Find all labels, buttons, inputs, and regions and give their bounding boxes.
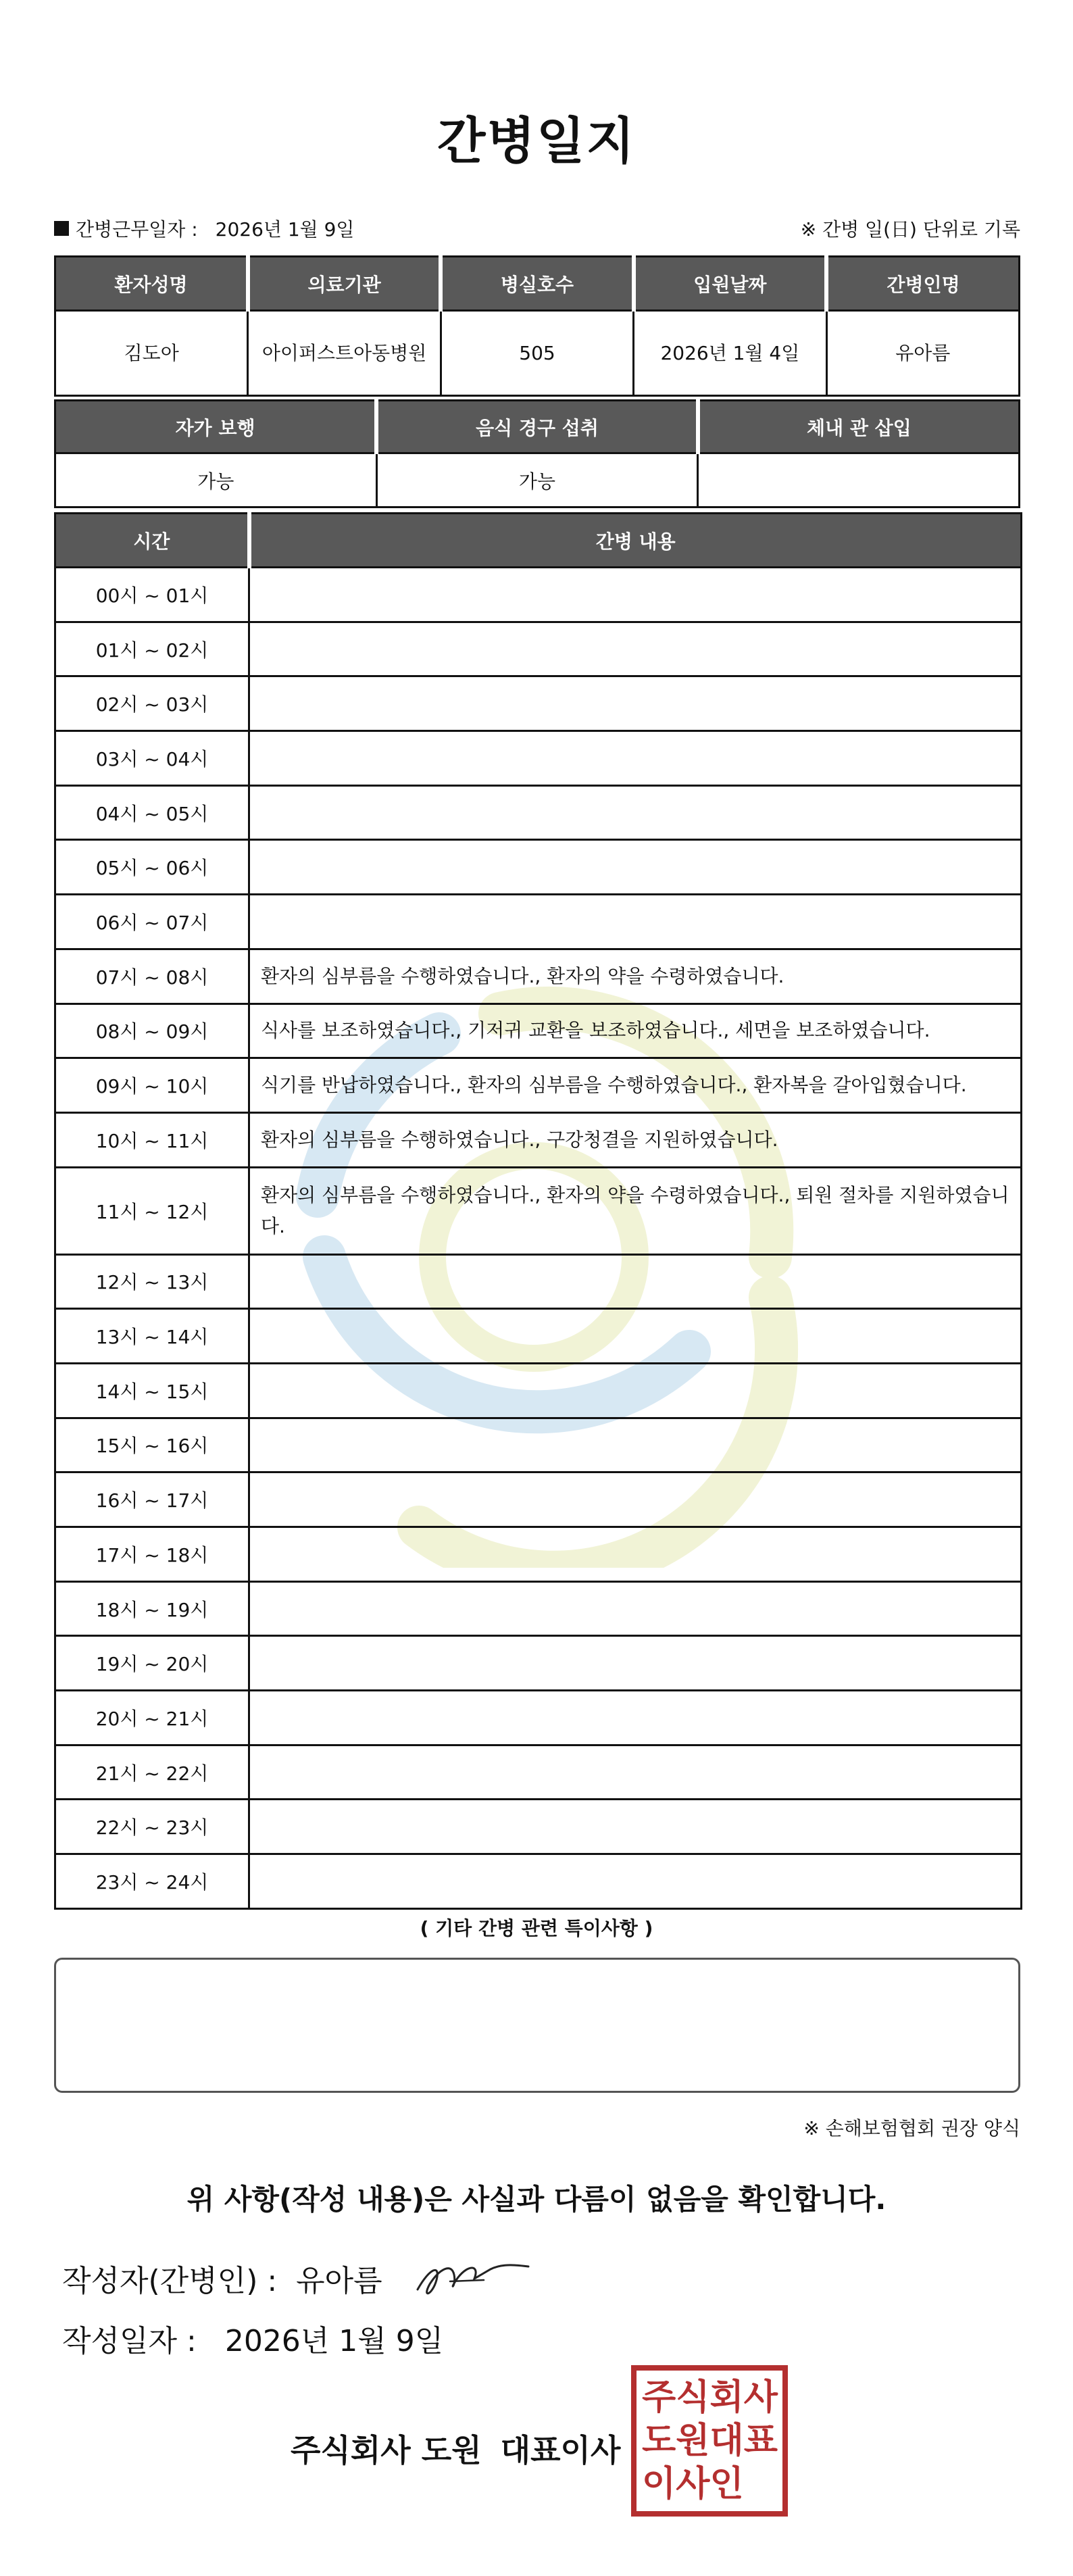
time-cell: 04시 ~ 05시: [55, 785, 249, 840]
content-cell: 환자의 심부름을 수행하였습니다., 환자의 약을 수령하였습니다., 퇴원 절차를 지원하였습니다.: [249, 1167, 1022, 1254]
signature-icon: [409, 2254, 538, 2302]
time-cell: 12시 ~ 13시: [55, 1254, 249, 1309]
content-cell: [249, 840, 1022, 895]
work-date-value: 2026년 1월 9일: [215, 218, 355, 241]
writer-name: 유아름: [296, 2264, 382, 2298]
table-row: [55, 1636, 1022, 1691]
content-cell: [249, 895, 1022, 949]
table-row: [55, 1167, 1022, 1254]
header-tube: 체내 관 삽입: [698, 401, 1020, 453]
tube-value: [698, 453, 1020, 507]
time-cell: 02시 ~ 03시: [55, 676, 249, 731]
table-row: [55, 1745, 1022, 1800]
table-row: [55, 840, 1022, 895]
table-row: [55, 949, 1022, 1004]
content-cell: [249, 1745, 1022, 1800]
confirmation-statement: 위 사항(작성 내용)은 사실과 다름이 없음을 확인합니다.: [186, 2183, 887, 2216]
content-cell: [249, 1472, 1022, 1527]
time-cell: 08시 ~ 09시: [55, 1004, 249, 1058]
header-room: 병실호수: [441, 257, 633, 311]
content-cell: [249, 731, 1022, 786]
content-cell: [249, 1309, 1022, 1364]
content-cell: [249, 1527, 1022, 1582]
time-cell: 21시 ~ 22시: [55, 1745, 249, 1800]
admission-date: 2026년 1월 4일: [634, 311, 826, 396]
table-row: [55, 1418, 1022, 1472]
table-row: [55, 731, 1022, 786]
table-row: [55, 1527, 1022, 1582]
header-hospital: 의료기관: [248, 257, 441, 311]
header-patient-name: 환자성명: [55, 257, 248, 311]
content-cell: [249, 622, 1022, 676]
time-cell: 05시 ~ 06시: [55, 840, 249, 895]
time-cell: 09시 ~ 10시: [55, 1058, 249, 1113]
recommendation-note: ※ 손해보험협회 권장 양식: [803, 2117, 1020, 2139]
content-cell: [249, 568, 1022, 622]
time-cell: 00시 ~ 01시: [55, 568, 249, 622]
content-cell: [249, 1254, 1022, 1309]
table-row: [55, 1854, 1022, 1909]
walking-value: 가능: [55, 453, 377, 507]
written-date-label: 작성일자 :: [62, 2324, 197, 2358]
table-row: [55, 568, 1022, 622]
header-caregiver: 간병인명: [826, 257, 1019, 311]
content-cell: 식기를 반납하였습니다., 환자의 심부름을 수행하였습니다., 환자복을 갈아입혔습니다.: [249, 1058, 1022, 1113]
company-seal: 주 식 회 사 도 원 대 표 이 사 인: [631, 2365, 788, 2517]
table-row: [55, 1581, 1022, 1636]
time-cell: 16시 ~ 17시: [55, 1472, 249, 1527]
time-cell: 22시 ~ 23시: [55, 1800, 249, 1854]
time-cell: 03시 ~ 04시: [55, 731, 249, 786]
page-title: 간병일지: [437, 112, 636, 170]
time-cell: 20시 ~ 21시: [55, 1691, 249, 1745]
content-cell: [249, 1363, 1022, 1418]
time-cell: 13시 ~ 14시: [55, 1309, 249, 1364]
ceo-title: 대표이사: [500, 2432, 621, 2469]
record-note: ※ 간병 일(日) 단위로 기록: [800, 218, 1020, 241]
notes-title: ( 기타 간병 관련 특이사항 ): [420, 1917, 653, 1939]
hospital-name: 아이퍼스트아동병원: [248, 311, 441, 396]
table-row: [55, 1112, 1022, 1167]
content-cell: 환자의 심부름을 수행하였습니다., 환자의 약을 수령하였습니다.: [249, 949, 1022, 1004]
content-cell: [249, 1800, 1022, 1854]
content-cell: [249, 785, 1022, 840]
time-cell: 14시 ~ 15시: [55, 1363, 249, 1418]
company-name: 주식회사 도원: [291, 2432, 482, 2469]
oral-intake-value: 가능: [376, 453, 698, 507]
header-oral-intake: 음식 경구 섭취: [376, 401, 698, 453]
content-cell: [249, 1418, 1022, 1472]
table-row: [55, 785, 1022, 840]
content-cell: [249, 1691, 1022, 1745]
time-cell: 10시 ~ 11시: [55, 1112, 249, 1167]
writer-label: 작성자(간병인) :: [62, 2264, 278, 2298]
table-row: [55, 1691, 1022, 1745]
written-date-value: 2026년 1월 9일: [224, 2324, 444, 2358]
header-walking: 자가 보행: [55, 401, 377, 453]
time-cell: 07시 ~ 08시: [55, 949, 249, 1004]
header-care-content: 간병 내용: [249, 514, 1022, 568]
patient-ability-table: [54, 399, 1020, 508]
time-cell: 06시 ~ 07시: [55, 895, 249, 949]
content-cell: [249, 676, 1022, 731]
table-row: [55, 1254, 1022, 1309]
table-row: [55, 676, 1022, 731]
written-date-line: [62, 2317, 443, 2360]
time-cell: 19시 ~ 20시: [55, 1636, 249, 1691]
caregiver-name: 유아름: [826, 311, 1019, 396]
content-cell: [249, 1636, 1022, 1691]
patient-name: 김도아: [55, 311, 248, 396]
time-cell: 23시 ~ 24시: [55, 1854, 249, 1909]
patient-info-table: [54, 255, 1020, 397]
content-cell: [249, 1854, 1022, 1909]
time-cell: 11시 ~ 12시: [55, 1167, 249, 1254]
square-bullet-icon: [54, 221, 69, 236]
company-line: [291, 2426, 620, 2471]
notes-box[interactable]: [54, 1958, 1020, 2093]
room-number: 505: [441, 311, 633, 396]
time-cell: 17시 ~ 18시: [55, 1527, 249, 1582]
content-cell: 환자의 심부름을 수행하였습니다., 구강청결을 지원하였습니다.: [249, 1112, 1022, 1167]
table-row: [55, 622, 1022, 676]
table-row: [55, 1004, 1022, 1058]
work-date-label: 간병근무일자 :: [76, 218, 198, 241]
header-admission-date: 입원날짜: [634, 257, 826, 311]
table-row: [55, 895, 1022, 949]
header-time: 시간: [55, 514, 249, 568]
time-cell: 01시 ~ 02시: [55, 622, 249, 676]
writer-line: [62, 2254, 538, 2302]
table-row: [55, 1363, 1022, 1418]
care-log-table: [54, 512, 1022, 1910]
table-row: [55, 1800, 1022, 1854]
table-row: [55, 1309, 1022, 1364]
time-cell: 15시 ~ 16시: [55, 1418, 249, 1472]
table-row: [55, 1058, 1022, 1113]
work-date-line: [54, 215, 354, 242]
time-cell: 18시 ~ 19시: [55, 1581, 249, 1636]
content-cell: 식사를 보조하였습니다., 기저귀 교환을 보조하였습니다., 세면을 보조하였습니다.: [249, 1004, 1022, 1058]
content-cell: [249, 1581, 1022, 1636]
table-row: [55, 1472, 1022, 1527]
